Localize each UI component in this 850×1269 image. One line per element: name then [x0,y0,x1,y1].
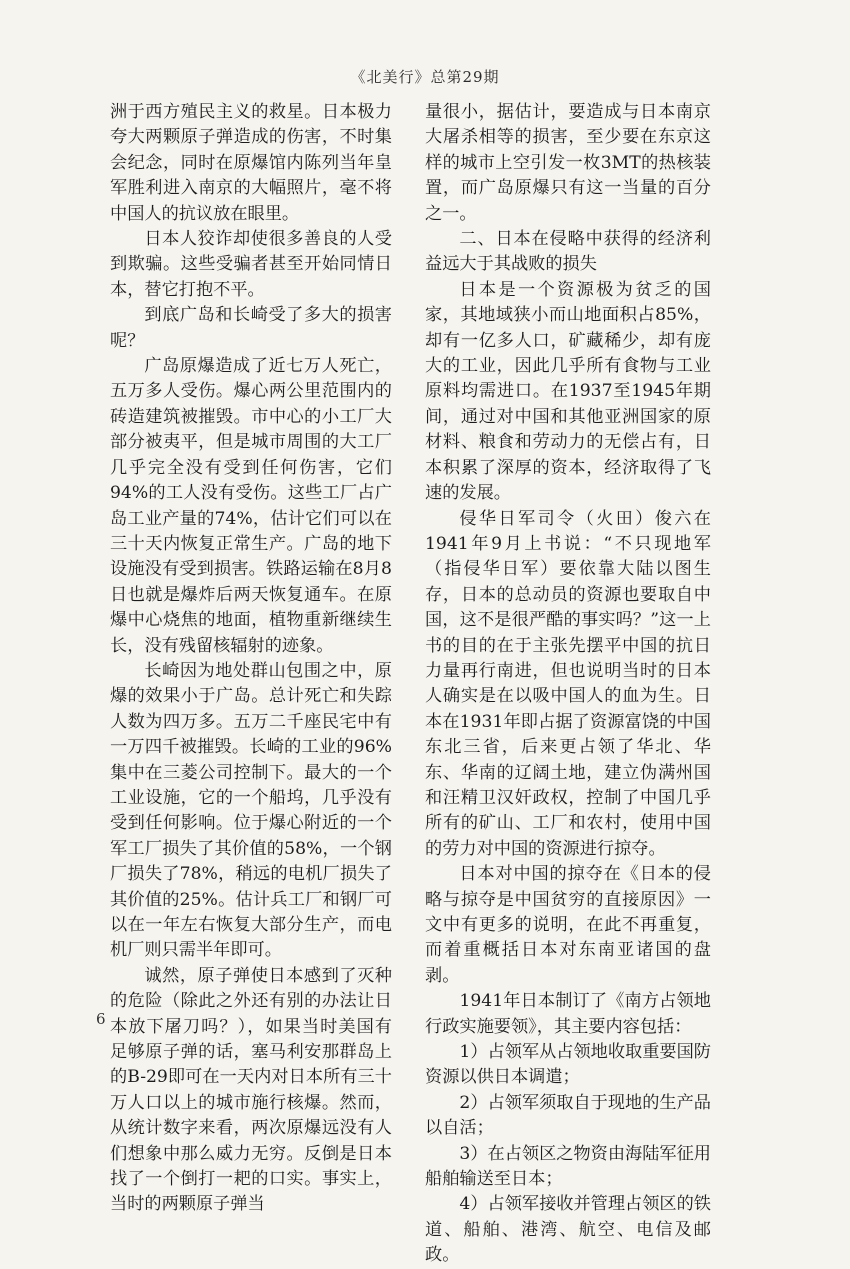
paragraph: 侵华日军司令（火田）俊六在1941年9月上书说：“不只现地军（指侵华日军）要依靠大陆以图生存，日本的总动员的资源也要取自中国，这不是很严酷的事实吗？”这一上书的目的在于主张先摆平中国的抗日力量再行南进，但也说明当时的日本人确实是在以吸中国人的血为生。日本在1931年即占据了资源富饶的中国东北三省，后来更占领了华北、华东、华南的辽阔土地，建立伪满州国和汪精卫汉奸政权，控制了中国几乎所有的矿山、工厂和农村，使用中国的劳力对中国的资源进行掠夺。 [425,508,711,859]
running-header: 《北美行》总第29期 [350,68,500,86]
paragraph: 日本是一个资源极为贫乏的国家，其地域狭小而山地面积占85%，却有一亿多人口，矿藏稀少，却有庞大的工业，因此几乎所有食物与工业原料均需进口。在1937至1945年期间，通过对中国和其他亚洲国家的原材料、粮食和劳动力的无偿占有，日本积累了深厚的资本，经济取得了飞速的发展。 [425,279,711,504]
list-item: 4）占领军接收并管理占领区的铁道、船舶、港湾、航空、电信及邮政。 [425,1194,711,1266]
section-heading: 二、日本在侵略中获得的经济利益远大于其战败的损失 [425,229,711,275]
page-number: 6 [96,1010,106,1028]
left-column [110,100,392,1218]
list-item: 2）占领军须取自于现地的生产品以自活； [425,1092,711,1139]
list-item: 3）在占领区之物资由海陆军征用船舶输送至日本； [425,1143,711,1190]
paragraph: 诚然，原子弹使日本感到了灭种的危险（除此之外还有别的办法让日本放下屠刀吗？），如果当时美国有足够原子弹的话，塞马利安那群岛上的B-29即可在一天内对日本所有三十万人口以上的城市施行核爆。然而，从统计数字来看，两次原爆远没有人们想象中那么威力无穷。反倒是日本找了一个倒打一耙的口实。事实上，当时的两颗原子弹当 [110,965,392,1215]
list-item: 1）占领军从占领地收取重要国防资源以供日本调遣； [425,1042,711,1088]
paragraph: 日本对中国的掠夺在《日本的侵略与掠夺是中国贫穷的直接原因》一文中有更多的说明，在此不再重复，而着重概括日本对东南亚诸国的盘剥。 [425,864,711,986]
paragraph: 洲于西方殖民主义的救星。日本极力夸大两颗原子弹造成的伤害，不时集会纪念，同时在原爆馆内陈列当年皇军胜利进入南京的大幅照片，毫不将中国人的抗议放在眼里。 [110,102,392,224]
paragraph: 量很小，据估计，要造成与日本南京大屠杀相等的损害，至少要在东京这样的城市上空引发一枚3MT的热核装置，而广岛原爆只有这一当量的百分之一。 [425,102,711,224]
right-column [425,100,711,1269]
paragraph: 日本人狡诈却使很多善良的人受到欺骗。这些受骗者甚至开始同情日本，替它打抱不平。 [110,229,392,300]
paragraph: 到底广岛和长崎受了多大的损害呢？ [110,305,392,351]
paragraph: 长崎因为地处群山包围之中，原爆的效果小于广岛。总计死亡和失踪人数为四万多。五万二千座民宅中有一万四千被摧毁。长崎的工业的96%集中在三菱公司控制下。最大的一个工业设施，它的一个船坞，几乎没有受到任何影响。位于爆心附近的一个军工厂损失了其价值的58%，一个钢厂损失了78%，稍远的电机厂损失了其价值的25%。估计兵工厂和钢厂可以在一年左右恢复大部分生产，而电机厂则只需半年即可。 [110,660,392,961]
paragraph: 广岛原爆造成了近七万人死亡，五万多人受伤。爆心两公里范围内的砖造建筑被摧毁。市中心的小工厂大部分被夷平，但是城市周围的大工厂几乎完全没有受到任何伤害，它们94%的工人没有受伤。这些工厂占广岛工业产量的74%，估计它们可以在三十天内恢复正常生产。广岛的地下设施没有受到损害。铁路运输在8月8日也就是爆炸后两天恢复通车。在原爆中心烧焦的地面，植物重新继续生长，没有残留核辐射的迹象。 [110,356,392,656]
paragraph: 1941年日本制订了《南方占领地行政实施要领》，其主要内容包括： [425,991,711,1037]
